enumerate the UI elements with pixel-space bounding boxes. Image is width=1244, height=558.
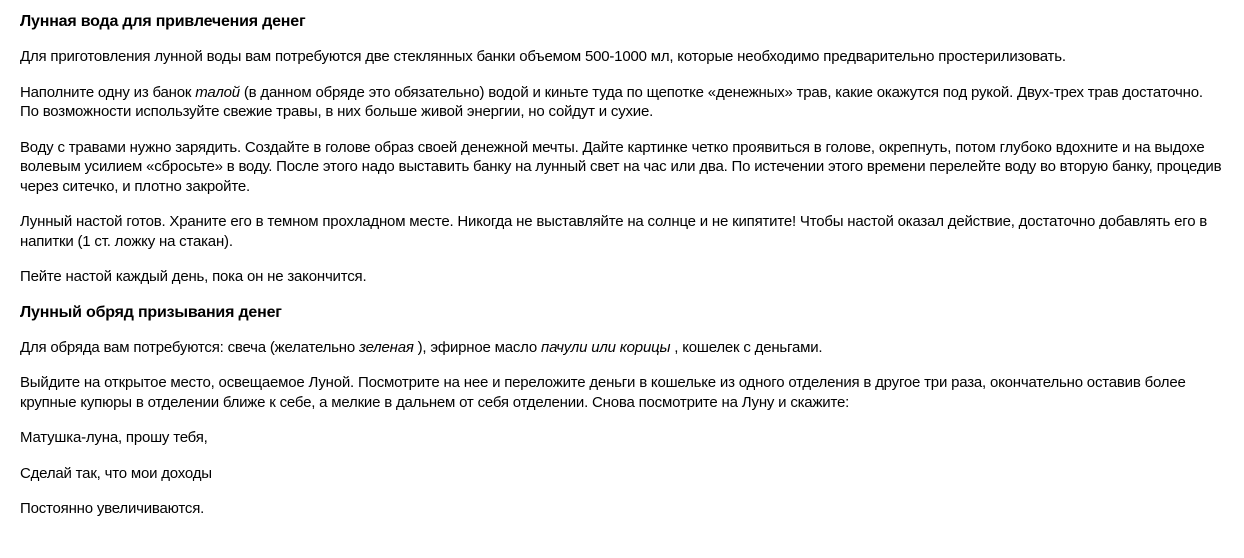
text-run: Воду с травами нужно зарядить. Создайте в голове образ своей денежной мечты. Дайте картинке четко проявиться в голове, окрепнуть, потом глубоко вдохните и на выдохе волевым усилием «сбросьте» в воду. После этого надо выставить банку на лунный свет на час или два. По истечении этого времени перелейте воду во вторую банку, процедив через ситечко, и плотно закройте. bbox=[20, 138, 1222, 195]
incantation-line-1 bbox=[20, 428, 1224, 448]
text-run: , кошелек с деньгами. bbox=[670, 338, 823, 356]
text-run: Пейте настой каждый день, пока он не закончится. bbox=[20, 268, 367, 285]
italic-text-run: пачули или корицы bbox=[541, 338, 671, 356]
italic-text-run: зеленая bbox=[359, 338, 414, 356]
incantation-line-3 bbox=[20, 499, 1224, 519]
paragraph-ritual-items bbox=[20, 338, 1224, 358]
section-heading-moon-water: Лунная вода для привлечения денег bbox=[20, 13, 306, 30]
italic-text-run: талой bbox=[195, 83, 240, 101]
paragraph-charge-water bbox=[20, 138, 1224, 197]
paragraph-drink-daily bbox=[20, 267, 1224, 287]
paragraph-jars-preparation bbox=[20, 47, 1224, 67]
paragraph-ritual-steps bbox=[20, 373, 1224, 412]
article-content bbox=[20, 12, 1224, 519]
paragraph-store-infusion bbox=[20, 212, 1224, 251]
text-run: Выйдите на открытое место, освещаемое Луной. Посмотрите на нее и переложите деньги в кошельке из одного отделения в другое три раза, окончательно оставив более крупные купюры в отделении ближе к себе, а мелкие в дальнем от себя отделении. Снова посмотрите на Луну и скажите: bbox=[20, 374, 1186, 411]
section-heading-moon-ritual: Лунный обряд призывания денег bbox=[20, 303, 282, 321]
text-run: Постоянно увеличиваются. bbox=[20, 500, 205, 517]
text-run: ), эфирное масло bbox=[413, 338, 542, 356]
text-run: Лунный настой готов. Храните его в темном прохладном месте. Никогда не выставляйте на солнце и не кипятите! Чтобы настой оказал действие, достаточно добавлять его в напитки (1 ст. ложку на стакан). bbox=[20, 213, 1208, 250]
text-run: Для приготовления лунной воды вам потребуются две стеклянных банки объемом 500-1000 мл, которые необходимо предварительно простерилизовать. bbox=[20, 48, 1066, 65]
text-run: Матушка-луна, прошу тебя, bbox=[20, 429, 208, 446]
text-run: Сделай так, что мои доходы bbox=[20, 464, 212, 482]
text-run: (в данном обряде это обязательно) водой и киньте туда по щепотке «денежных» трав, какие окажутся под рукой. Двух-трех трав достаточно. По возможности используйте свежие травы, в них больше живой энергии, но сойдут и сухие. bbox=[20, 83, 1203, 120]
incantation-line-2 bbox=[20, 464, 1224, 484]
paragraph-fill-water bbox=[20, 83, 1224, 122]
text-run: Наполните одну из банок bbox=[20, 83, 196, 101]
text-run: Для обряда вам потребуются: свеча (желательно bbox=[20, 338, 359, 356]
